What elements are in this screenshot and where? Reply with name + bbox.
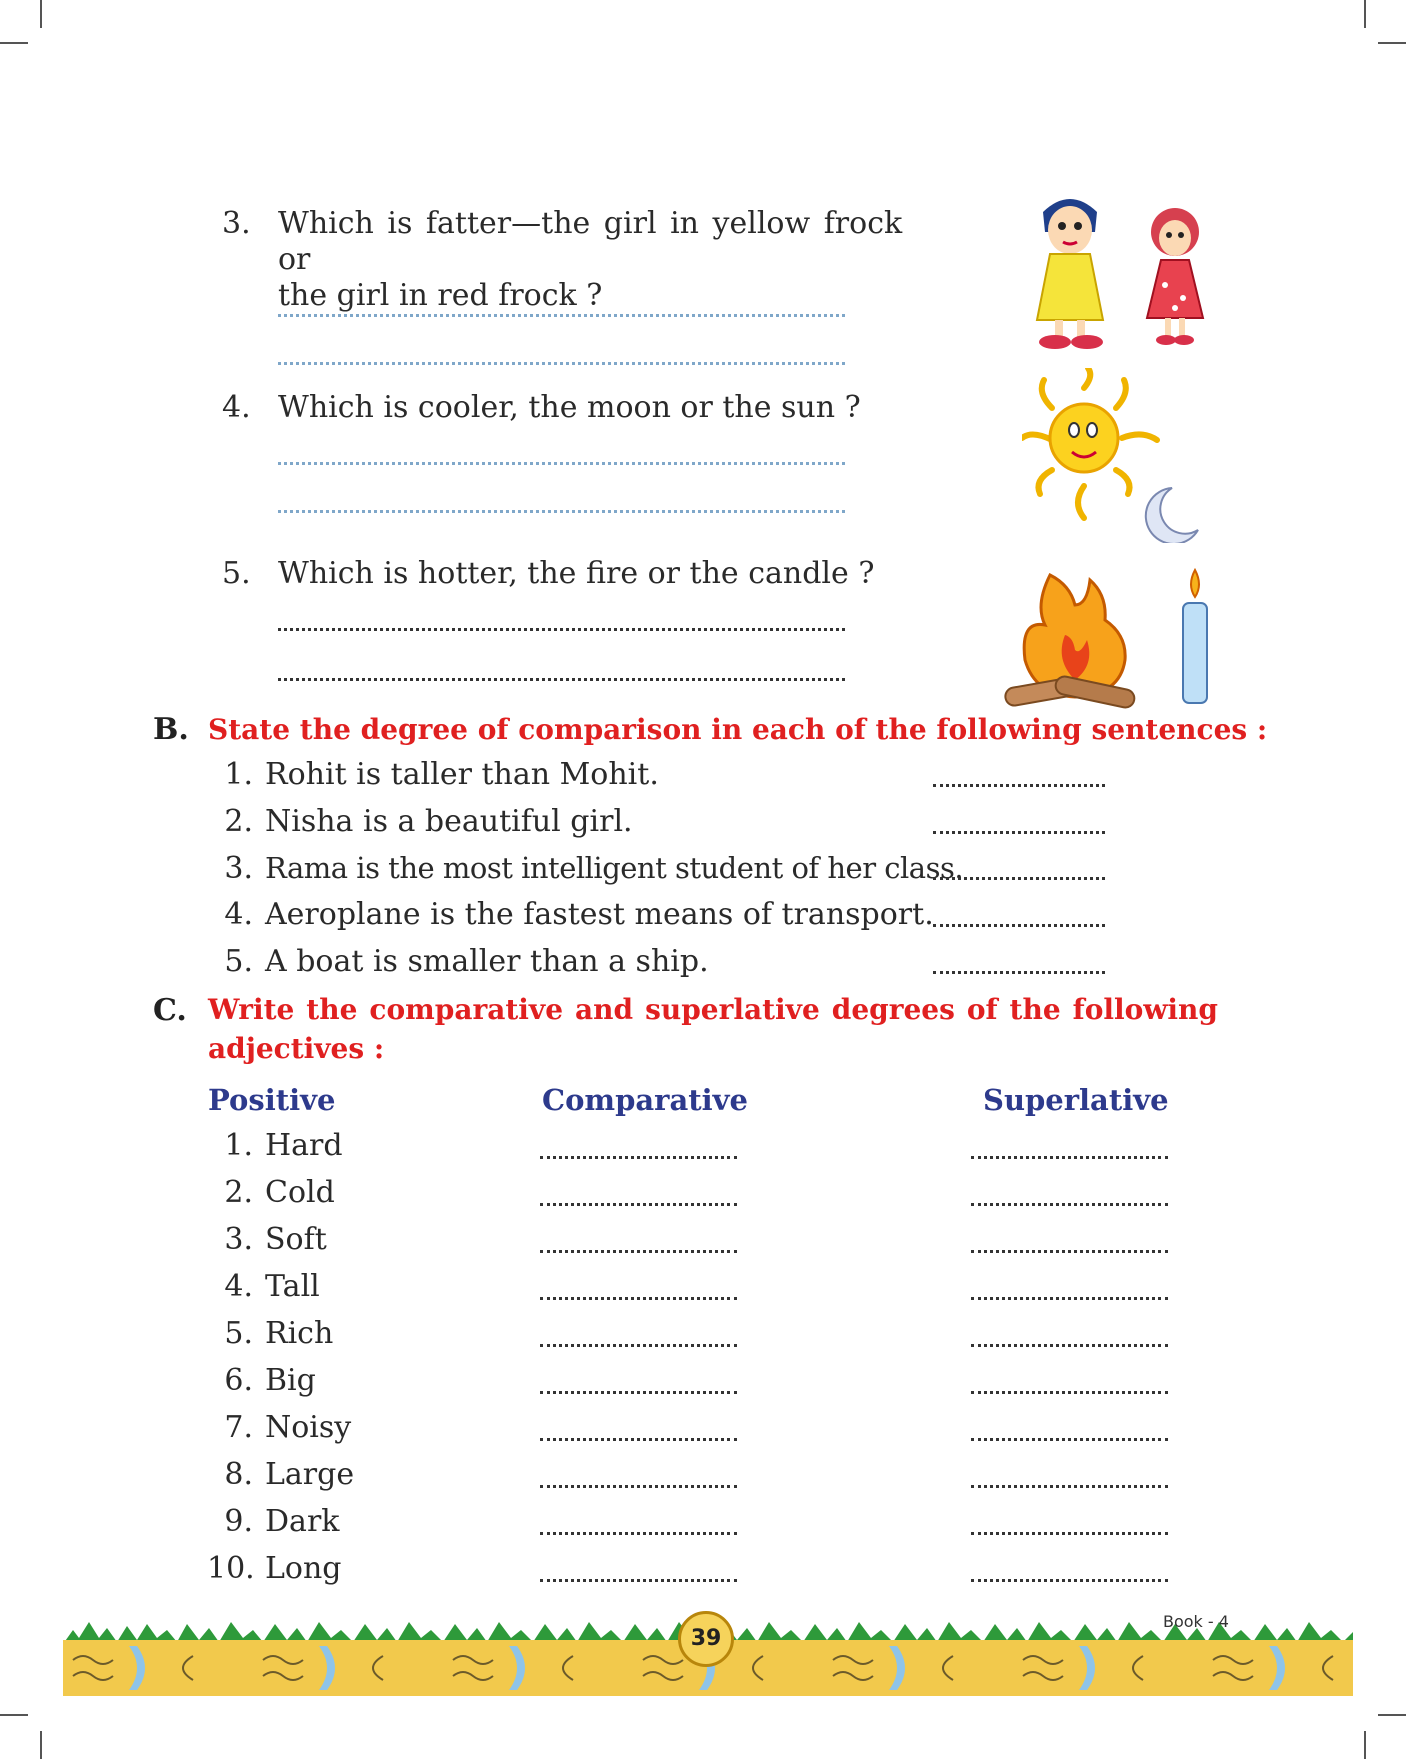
crop-mark	[0, 1714, 28, 1716]
fire-candle-illustration	[995, 565, 1220, 725]
crop-mark	[1378, 42, 1406, 44]
adjective: Hard	[265, 1128, 343, 1163]
superlative-answer[interactable]	[971, 1250, 1168, 1253]
item-number: 6.	[224, 1363, 253, 1398]
candle-icon	[1183, 570, 1207, 703]
comparative-answer[interactable]	[540, 1344, 737, 1347]
section-b-letter: B.	[153, 712, 189, 747]
answer-line[interactable]	[933, 831, 1105, 834]
item-number: 9.	[224, 1504, 253, 1539]
adjective: Large	[265, 1457, 355, 1492]
answer-line[interactable]	[278, 678, 845, 681]
section-b-heading: State the degree of comparison in each of the following sentences :	[208, 713, 1268, 746]
item-text: Rohit is taller than Mohit.	[265, 757, 659, 792]
question-number: 5.	[222, 556, 251, 591]
adjective: Tall	[265, 1269, 320, 1304]
list-item	[207, 804, 633, 840]
table-row	[207, 1504, 339, 1540]
crop-mark	[40, 1731, 42, 1759]
question-line: Which is cooler, the moon or the sun ?	[278, 390, 861, 425]
answer-line[interactable]	[278, 314, 845, 317]
table-row	[207, 1410, 351, 1446]
superlative-answer[interactable]	[971, 1579, 1168, 1582]
column-comparative: Comparative	[542, 1083, 748, 1117]
book-label: Book - 4	[1163, 1612, 1229, 1631]
answer-line[interactable]	[278, 362, 845, 365]
adjective: Cold	[265, 1175, 335, 1210]
column-superlative: Superlative	[983, 1083, 1169, 1117]
comparative-answer[interactable]	[540, 1297, 737, 1300]
comparative-answer[interactable]	[540, 1438, 737, 1441]
adjective: Dark	[265, 1504, 340, 1539]
answer-line[interactable]	[278, 510, 845, 513]
table-row	[207, 1551, 342, 1587]
superlative-answer[interactable]	[971, 1532, 1168, 1535]
superlative-answer[interactable]	[971, 1391, 1168, 1394]
superlative-answer[interactable]	[971, 1344, 1168, 1347]
crop-mark	[0, 42, 28, 44]
item-number: 2.	[224, 1175, 253, 1210]
crop-mark	[1364, 1731, 1366, 1759]
answer-line[interactable]	[278, 462, 845, 465]
list-item	[207, 850, 963, 887]
item-number: 10.	[207, 1551, 255, 1586]
table-row	[207, 1269, 320, 1305]
adjective: Rich	[265, 1316, 334, 1351]
item-number: 5.	[224, 1316, 253, 1351]
superlative-answer[interactable]	[971, 1203, 1168, 1206]
item-number: 2.	[224, 804, 253, 839]
page-number: 39	[678, 1611, 734, 1667]
table-row	[207, 1363, 316, 1399]
adjective: Soft	[265, 1222, 327, 1257]
comparative-answer[interactable]	[540, 1532, 737, 1535]
comparative-answer[interactable]	[540, 1485, 737, 1488]
item-number: 7.	[224, 1410, 253, 1445]
adjective: Big	[265, 1363, 316, 1398]
item-number: 1.	[224, 1128, 253, 1163]
item-text: Rama is the most intelligent student of her class.	[265, 851, 964, 885]
crop-mark	[1378, 1714, 1406, 1716]
item-number: 3.	[224, 1222, 253, 1257]
sun-moon-illustration	[1022, 368, 1212, 543]
comparative-answer[interactable]	[540, 1203, 737, 1206]
column-positive: Positive	[208, 1083, 336, 1117]
answer-line[interactable]	[933, 877, 1105, 880]
campfire-icon	[1004, 575, 1136, 709]
answer-line[interactable]	[933, 971, 1105, 974]
section-c-heading-line: Write the comparative and superlative degrees of the following	[208, 993, 1218, 1026]
question-4-text	[278, 390, 861, 426]
girl-red-frock-icon	[1147, 208, 1203, 345]
question-5-text	[278, 556, 874, 592]
superlative-answer[interactable]	[971, 1297, 1168, 1300]
table-row	[207, 1175, 335, 1211]
item-text: A boat is smaller than a ship.	[265, 944, 709, 979]
item-text: Nisha is a beautiful girl.	[265, 804, 633, 839]
table-row	[207, 1128, 343, 1164]
question-number: 3.	[222, 206, 251, 241]
answer-line[interactable]	[933, 784, 1105, 787]
comparative-answer[interactable]	[540, 1156, 737, 1159]
item-number: 4.	[224, 897, 253, 932]
list-item	[207, 897, 934, 933]
question-4	[222, 390, 251, 426]
question-5	[222, 556, 251, 592]
table-row	[207, 1316, 333, 1352]
moon-icon	[1146, 488, 1198, 543]
comparative-answer[interactable]	[540, 1250, 737, 1253]
list-item	[207, 757, 659, 793]
adjective: Long	[265, 1551, 342, 1586]
question-number: 4.	[222, 390, 251, 425]
crop-mark	[40, 0, 42, 28]
item-number: 4.	[224, 1269, 253, 1304]
answer-line[interactable]	[933, 924, 1105, 927]
section-c-heading-line: adjectives :	[208, 1032, 385, 1065]
question-3	[222, 206, 251, 242]
comparative-answer[interactable]	[540, 1579, 737, 1582]
question-line: the girl in red frock ?	[278, 278, 603, 313]
item-number: 5.	[224, 944, 253, 979]
list-item	[207, 944, 709, 980]
superlative-answer[interactable]	[971, 1485, 1168, 1488]
item-text: Aeroplane is the fastest means of transport.	[265, 897, 934, 932]
question-line: Which is hotter, the fire or the candle ?	[278, 556, 875, 591]
item-number: 1.	[224, 757, 253, 792]
section-c-heading	[208, 993, 1218, 1065]
section-c-letter: C.	[153, 993, 187, 1028]
comparative-answer[interactable]	[540, 1391, 737, 1394]
table-row	[207, 1222, 327, 1258]
answer-line[interactable]	[278, 628, 845, 631]
table-row	[207, 1457, 354, 1493]
superlative-answer[interactable]	[971, 1156, 1168, 1159]
item-number: 3.	[224, 851, 253, 886]
girls-illustration	[1025, 190, 1225, 355]
item-number: 8.	[224, 1457, 253, 1492]
adjective: Noisy	[265, 1410, 352, 1445]
sun-icon	[1022, 368, 1157, 518]
girl-yellow-frock-icon	[1037, 199, 1103, 349]
superlative-answer[interactable]	[971, 1438, 1168, 1441]
crop-mark	[1364, 0, 1366, 28]
question-line: Which is fatter—the girl in yellow frock or	[278, 206, 903, 277]
question-3-text	[278, 206, 908, 314]
